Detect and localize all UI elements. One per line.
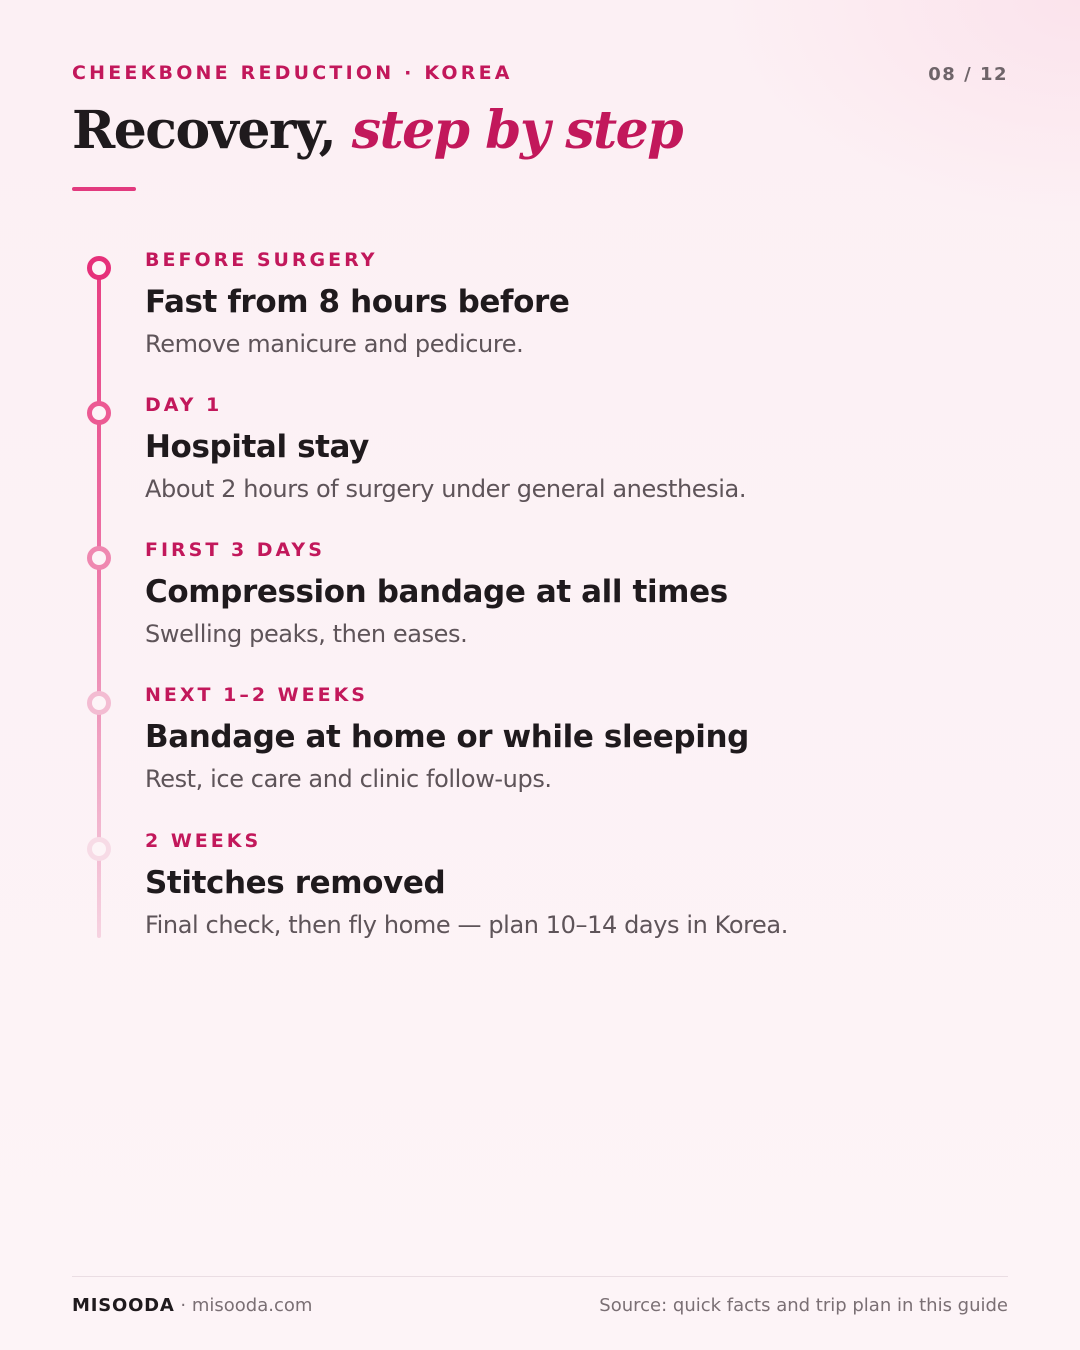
step-label: BEFORE SURGERY: [145, 249, 378, 271]
brand-name: MISOODA: [72, 1295, 175, 1316]
timeline-node-first-3-days: [87, 546, 111, 570]
page-counter: 08 / 12: [928, 64, 1008, 85]
footer-brand-line: [72, 1295, 312, 1316]
step-label: FIRST 3 DAYS: [145, 539, 325, 561]
timeline-step-day-1: [145, 394, 1005, 504]
page-title-accent: step by step: [351, 100, 683, 161]
footer-divider: [72, 1276, 1008, 1277]
step-description: Swelling peaks, then eases.: [145, 620, 468, 648]
eyebrow-label: CHEEKBONE REDUCTION · KOREA: [72, 62, 513, 84]
step-title: Fast from 8 hours before: [145, 284, 570, 320]
step-title: Compression bandage at all times: [145, 574, 728, 610]
timeline-node-day-1: [87, 401, 111, 425]
step-title: Stitches removed: [145, 865, 446, 901]
step-label: 2 WEEKS: [145, 830, 262, 852]
step-description: Final check, then fly home — plan 10–14 days in Korea.: [145, 911, 788, 939]
step-description: About 2 hours of surgery under general anesthesia.: [145, 475, 747, 503]
footer-source-note: Source: quick facts and trip plan in this guide: [599, 1295, 1008, 1316]
timeline-node-next-1-2-weeks: [87, 691, 111, 715]
step-title: Bandage at home or while sleeping: [145, 719, 749, 755]
page-title-plain: Recovery,: [72, 100, 336, 161]
timeline-step-next-1-2-weeks: [145, 684, 1005, 794]
step-label: NEXT 1–2 WEEKS: [145, 684, 368, 706]
brand-site-link[interactable]: misooda.com: [191, 1295, 313, 1316]
brand-separator: ·: [174, 1295, 192, 1316]
timeline-node-2-weeks: [87, 837, 111, 861]
timeline-step-first-3-days: [145, 539, 1005, 649]
step-description: Remove manicure and pedicure.: [145, 330, 524, 358]
timeline-step-before-surgery: [145, 249, 1005, 359]
timeline-node-before-surgery: [87, 256, 111, 280]
step-label: DAY 1: [145, 394, 223, 416]
step-description: Rest, ice care and clinic follow-ups.: [145, 765, 552, 793]
timeline-step-2-weeks: [145, 830, 1005, 940]
step-title: Hospital stay: [145, 429, 369, 465]
